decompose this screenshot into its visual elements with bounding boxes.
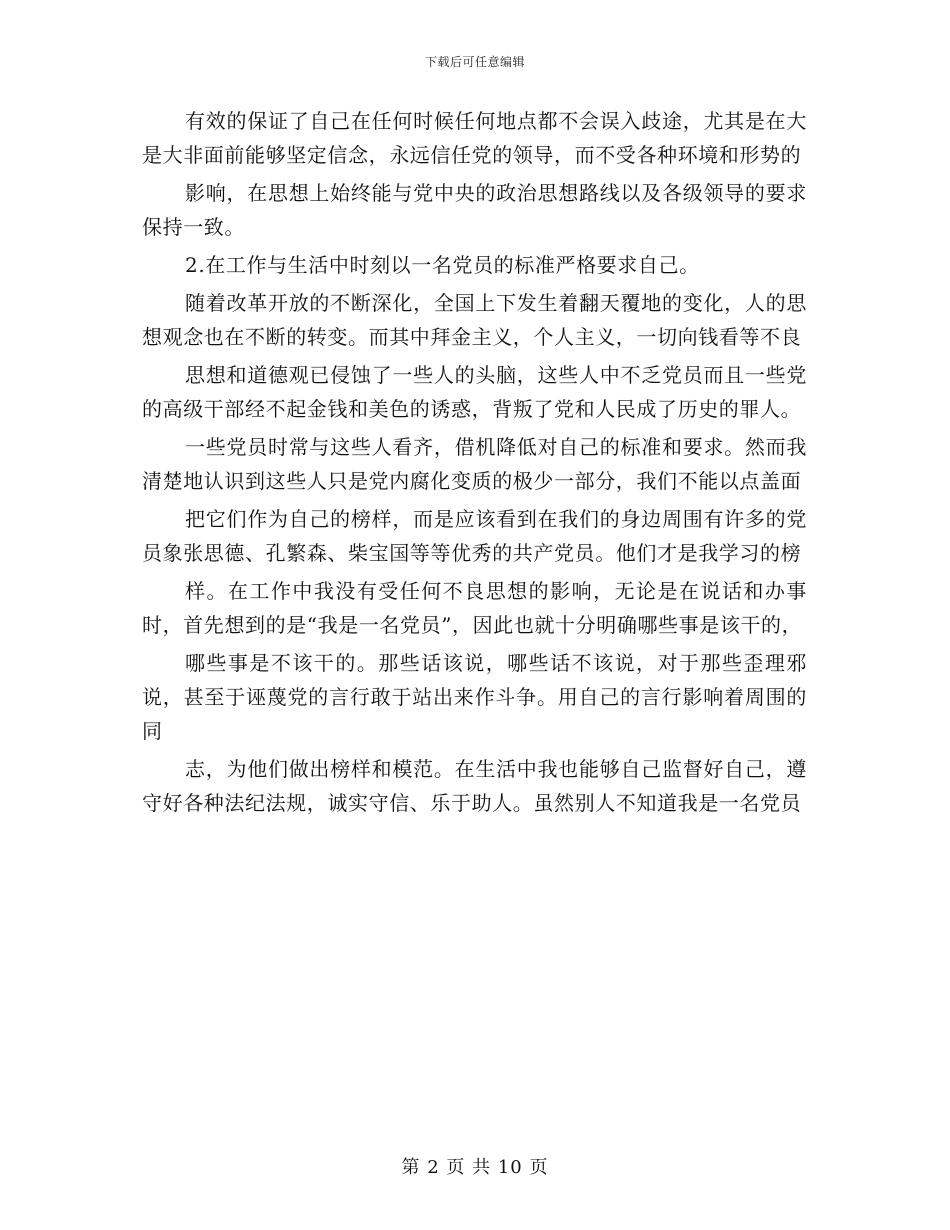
paragraph: 志，为他们做出榜样和模范。在生活中我也能够自己监督好自己，遵守好各种法纪法规，诚实守信、乐于助人。虽然别人不知道我是一名党员: [142, 757, 807, 815]
page-header: 下载后可任意编辑: [424, 55, 525, 69]
document-body: [142, 104, 807, 824]
page-number-footer: 第 2 页 共 10 页: [401, 1157, 549, 1178]
paragraph: 有效的保证了自己在任何时候任何地点都不会误入歧途，尤其是在大是大非面前能够坚定信念，永远信任党的领导，而不受各种环境和形势的: [142, 109, 807, 167]
paragraph: 思想和道德观已侵蚀了一些人的头脑，这些人中不乏党员而且一些党的高级干部经不起金钱和美色的诱惑，背叛了党和人民成了历史的罪人。: [142, 363, 807, 421]
paragraph: 哪些事是不该干的。那些话该说，哪些话不该说，对于那些歪理邪说，甚至于诬蔑党的言行敢于站出来作斗争。用自己的言行影响着周围的同: [142, 651, 807, 743]
paragraph: 样。在工作中我没有受任何不良思想的影响，无论是在说话和办事时，首先想到的是“我是一名党员”，因此也就十分明确哪些事是该干的，: [142, 579, 807, 637]
paragraph-heading: 2.在工作与生活中时刻以一名党员的标准严格要求自己。: [185, 253, 700, 277]
paragraph: 随着改革开放的不断深化，全国上下发生着翻天覆地的变化，人的思想观念也在不断的转变。而其中拜金主义，个人主义，一切向钱看等不良: [142, 291, 807, 349]
paragraph: 影响，在思想上始终能与党中央的政治思想路线以及各级领导的要求保持一致。: [142, 181, 807, 239]
paragraph: 一些党员时常与这些人看齐，借机降低对自己的标准和要求。然而我清楚地认识到这些人只是党内腐化变质的极少一部分，我们不能以点盖面: [142, 435, 807, 493]
paragraph: 把它们作为自己的榜样，而是应该看到在我们的身边周围有许多的党员象张思德、孔繁森、柴宝国等等优秀的共产党员。他们才是我学习的榜: [142, 507, 807, 565]
